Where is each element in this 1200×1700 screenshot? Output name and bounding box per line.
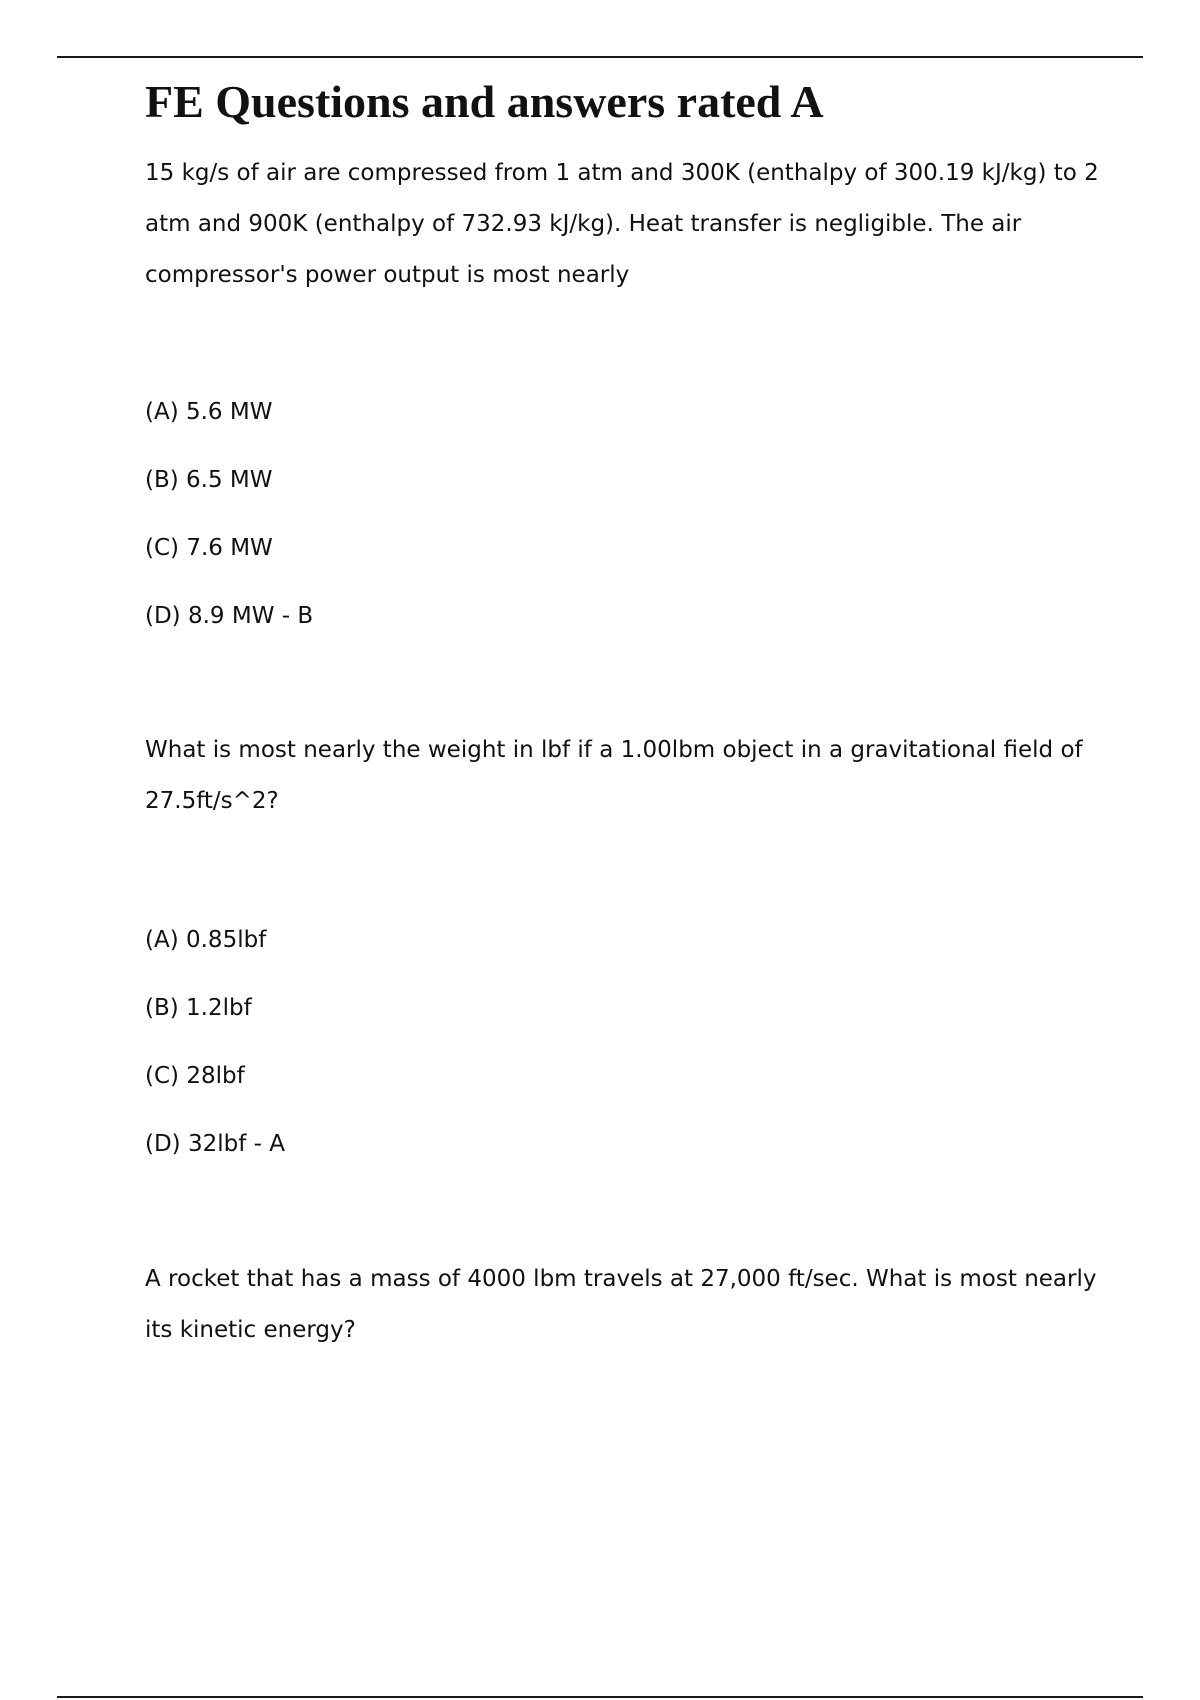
question-2-option-d: (D) 32lbf - A xyxy=(145,1131,285,1157)
question-2-option-a: (A) 0.85lbf xyxy=(145,927,267,953)
question-2-option-c: (C) 28lbf xyxy=(145,1063,245,1089)
top-rule xyxy=(57,56,1143,58)
question-2-text: What is most nearly the weight in lbf if a 1.00lbm object in a gravitational field of 27.5ft/s^2? xyxy=(145,737,1083,814)
question-1-text: 15 kg/s of air are compressed from 1 atm and 300K (enthalpy of 300.19 kJ/kg) to 2 atm and 900K (enthalpy of 732.93 kJ/kg). Heat transfer is negligible. The air compressor's power output is most nearly xyxy=(145,160,1099,288)
document-title: FE Questions and answers rated A xyxy=(145,76,824,127)
question-3-text: A rocket that has a mass of 4000 lbm travels at 27,000 ft/sec. What is most nearly its kinetic energy? xyxy=(145,1266,1097,1343)
question-1-options xyxy=(145,397,1105,631)
bottom-rule xyxy=(57,1696,1143,1698)
question-1-option-d: (D) 8.9 MW - B xyxy=(145,603,314,629)
question-1-option-c: (C) 7.6 MW xyxy=(145,535,273,561)
question-2-option-b: (B) 1.2lbf xyxy=(145,995,252,1021)
question-1-option-a: (A) 5.6 MW xyxy=(145,399,273,425)
question-1-option-b: (B) 6.5 MW xyxy=(145,467,273,493)
document-body xyxy=(145,70,1105,1356)
question-2-options xyxy=(145,925,1105,1159)
